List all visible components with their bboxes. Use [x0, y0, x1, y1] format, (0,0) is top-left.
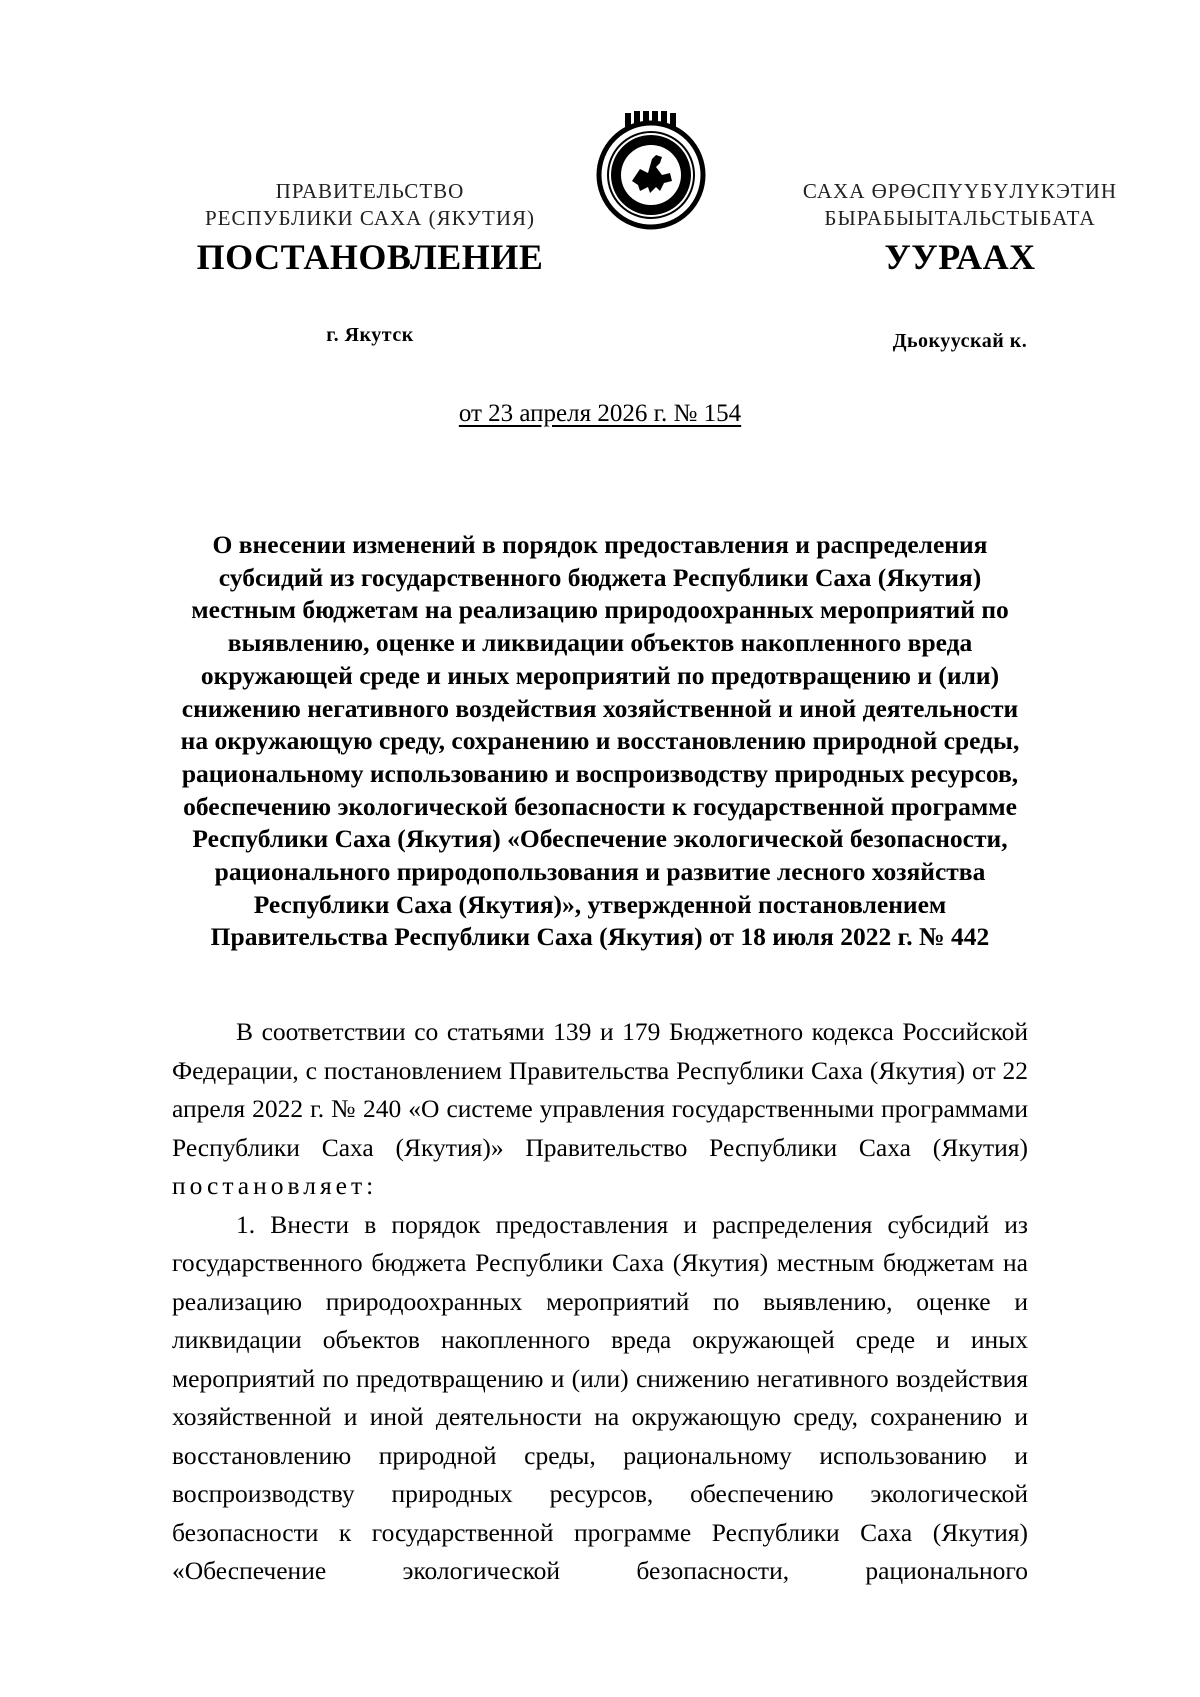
paragraph-item-1: 1. Внести в порядок предоставления и распределения субсидий из государственного бюджета Республики Саха (Якутия) местным бюджетам на реализацию природоохранных мероприятий по выявлению, оценке и ликвидации объектов накопленного вреда окружающей среде и иных мероприятий по предотвращению и (или) снижению негативного воздействия хозяйственной и иной деятельности на окружающую среду, сохранению и восстановлению природной среды, рациональному использованию и воспроизводству природных ресурсов, обеспечению экологической безопасности к государственной программе Республики Саха (Якутия) «Обеспечение экологической безопасности, рационального: [172, 1209, 1028, 1585]
preamble-decree-word: постановляет:: [172, 1171, 378, 1200]
coat-of-arms-emblem: [590, 111, 712, 233]
doc-type-ru: ПОСТАНОВЛЕНИЕ: [196, 237, 544, 277]
header-right-line2: БЫРАБЫЫТАЛЬСТЫБАТА: [824, 206, 1096, 230]
emblem-icon: [590, 111, 712, 233]
city-ru: г. Якутск: [326, 324, 414, 346]
header-right: [740, 178, 1180, 232]
document-body: [172, 1013, 1028, 1591]
date-line: от 23 апреля 2026 г. № 154: [458, 400, 742, 427]
header-left: [150, 178, 590, 232]
header-left-line2: РЕСПУБЛИКИ САХА (ЯКУТИЯ): [204, 206, 536, 230]
header-left-line1: ПРАВИТЕЛЬСТВО: [275, 179, 465, 203]
city-sakha: Дьокуускай к.: [892, 330, 1028, 352]
preamble-text: В соответствии со статьями 139 и 179 Бюджетного кодекса Российской Федерации, с постановлением Правительства Республики Саха (Якутия) от 22 апреля 2022 г. № 240 «О системе управления государственными программами Республики Саха (Якутия)» Правительство Республики Саха (Якутия): [172, 1017, 1028, 1162]
paragraph-preamble: [172, 1013, 1028, 1206]
document-date-number: [300, 400, 900, 428]
document-title: О внесении изменений в порядок предоставления и распределения субсидий из государственного бюджета Республики Саха (Якутия) местным бюджетам на реализацию природоохранных мероприятий по выявлению, оценке и ликвидации объектов накопленного вреда окружающей среде и иных мероприятий по предотвращению и (или) снижению негативного воздействия хозяйственной и иной деятельности на окружающую среду, сохранению и восстановлению природной среды, рациональному использованию и воспроизводству природных ресурсов, обеспечению экологической безопасности к государственной программе Республики Саха (Якутия) «Обеспечение экологической безопасности, рационального природопользования и развитие лесного хозяйства Республики Саха (Якутия)», утвержденной постановлением Правительства Республики Саха (Якутия) от 18 июля 2022 г. № 442: [180, 530, 1020, 952]
doc-type-sakha: УУРААХ: [884, 237, 1036, 277]
header-right-line1: САХА ӨРӨСПҮҮБҮЛҮКЭТИН: [802, 179, 1118, 203]
